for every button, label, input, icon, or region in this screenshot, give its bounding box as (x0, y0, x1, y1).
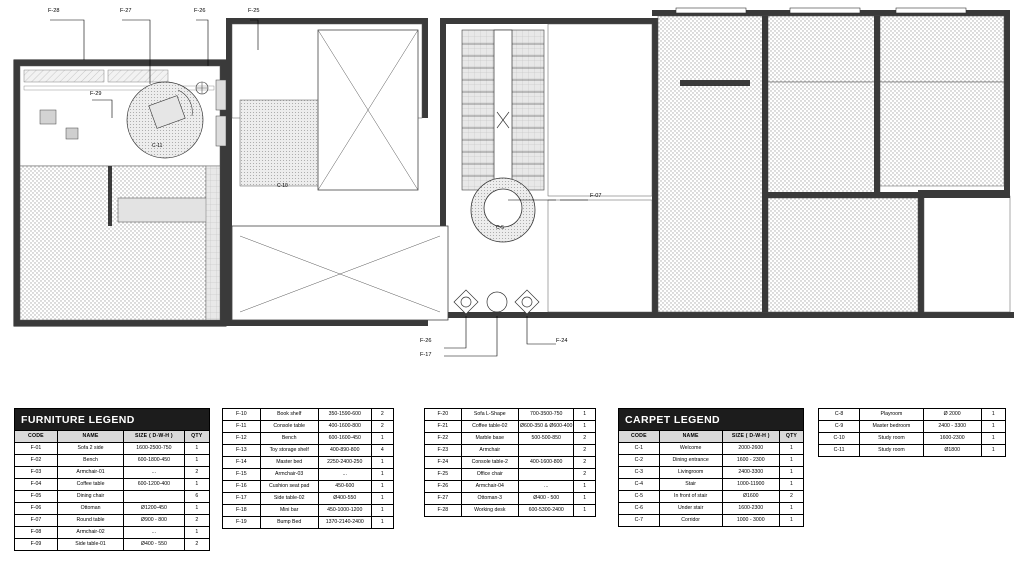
table-row (819, 433, 1006, 445)
carpet2-cell: Playroom (860, 409, 924, 421)
leader-label-f28: F-28 (48, 8, 60, 14)
table-row (223, 433, 394, 445)
furniture3-cell: F-21 (425, 421, 462, 433)
furniture3-cell: 500-500-850 (518, 433, 574, 445)
furniture2-cell: 450-600 (318, 481, 371, 493)
furniture-cell: 1 (184, 527, 209, 539)
furniture3-cell: F-26 (425, 481, 462, 493)
furniture2-cell: 350-1590-600 (318, 409, 371, 421)
furniture3-cell: 2 (574, 457, 596, 469)
carpet-cell: 2400-3300 (722, 467, 779, 479)
furniture3-cell: 2 (574, 433, 596, 445)
furniture-cell: 600-1200-400 (124, 479, 184, 491)
furniture2-cell: 1370-2140-2400 (318, 517, 371, 529)
leader-label-f26-b: F-26 (420, 338, 432, 344)
left-rooms (20, 66, 220, 320)
furniture-cell: Side table-01 (57, 539, 123, 551)
table-row (223, 421, 394, 433)
furniture-cell: 1 (184, 443, 209, 455)
carpet-cell: 2 (779, 491, 803, 503)
furniture2-cell: 2250-2400-250 (318, 457, 371, 469)
carpet-header-cell: NAME (659, 431, 722, 443)
table-row (223, 493, 394, 505)
furniture-cell: F-01 (15, 443, 58, 455)
carpet-cell: C-1 (619, 443, 660, 455)
furniture3-cell: F-23 (425, 445, 462, 457)
furniture3-cell: Armchair (461, 445, 518, 457)
carpet2-cell: 1 (981, 409, 1005, 421)
leader-label-f25: F-25 (248, 8, 260, 14)
furniture2-cell: Book shelf (260, 409, 318, 421)
furniture2-cell: Cushion seat pad (260, 481, 318, 493)
table-row (425, 457, 596, 469)
furniture-cell: 1 (184, 503, 209, 515)
furniture2-cell: Armchair-03 (260, 469, 318, 481)
furniture-cell: 2 (184, 539, 209, 551)
carpet2-cell: C-11 (819, 445, 860, 457)
carpet-cell: 1000 - 3000 (722, 515, 779, 527)
table-row (819, 409, 1006, 421)
furniture2-cell: 1 (371, 433, 393, 445)
carpet-header-cell: SIZE ( D-W-H ) (722, 431, 779, 443)
carpet-header-cell: QTY (779, 431, 803, 443)
furniture2-cell: 600-1600-450 (318, 433, 371, 445)
table-row (425, 445, 596, 457)
furniture2-cell: F-15 (223, 469, 261, 481)
furniture2-cell: Mini bar (260, 505, 318, 517)
furniture2-cell: Bump Bed (260, 517, 318, 529)
furniture3-cell: F-22 (425, 433, 462, 445)
furniture-cell: 1 (184, 479, 209, 491)
table-row (15, 503, 210, 515)
furniture2-cell: F-10 (223, 409, 261, 421)
carpet2-cell: 1 (981, 445, 1005, 457)
table-row (223, 409, 394, 421)
carpet-cell: 1600 - 2300 (722, 455, 779, 467)
carpet-cell: C-7 (619, 515, 660, 527)
carpet-cell: C-4 (619, 479, 660, 491)
leader-label-f17: F-17 (420, 352, 432, 358)
furniture-cell: Round table (57, 515, 123, 527)
table-row (619, 503, 804, 515)
furniture3-cell: 400-1600-800 (518, 457, 574, 469)
table-row (425, 409, 596, 421)
furniture2-cell: 2 (371, 409, 393, 421)
furniture-cell: ... (124, 527, 184, 539)
leader-label-f07: F-07 (590, 193, 602, 199)
table-row (425, 469, 596, 481)
furniture-cell (124, 491, 184, 503)
furniture2-cell: 400-890-800 (318, 445, 371, 457)
furniture3-cell: 2 (574, 469, 596, 481)
carpet-cell: C-3 (619, 467, 660, 479)
furniture-cell: Dining chair (57, 491, 123, 503)
furniture2-cell: 1 (371, 493, 393, 505)
furniture-cell: Sofa 2 side (57, 443, 123, 455)
table-row (425, 481, 596, 493)
carpet-cell: Welcome (659, 443, 722, 455)
furniture2-cell: F-16 (223, 481, 261, 493)
furniture3-cell: Ø600-350 & Ø600-400 (518, 421, 574, 433)
carpet-cell: Under stair (659, 503, 722, 515)
furniture3-cell: 1 (574, 421, 596, 433)
carpet2-cell: C-9 (819, 421, 860, 433)
furniture2-cell: Console table (260, 421, 318, 433)
furniture-cell: F-03 (15, 467, 58, 479)
furniture-header-cell: CODE (15, 431, 58, 443)
carpet2-cell: Master bedroom (860, 421, 924, 433)
furniture3-cell: Office chair (461, 469, 518, 481)
carpet-legend-table (618, 408, 804, 527)
table-row (425, 433, 596, 445)
furniture2-cell: Master bed (260, 457, 318, 469)
furniture3-cell: 1 (574, 409, 596, 421)
furniture-cell: F-06 (15, 503, 58, 515)
furniture-cell: F-09 (15, 539, 58, 551)
carpet-tag-c10: C-10 (277, 183, 288, 189)
furniture2-cell: Side table-02 (260, 493, 318, 505)
carpet-cell: 1 (779, 467, 803, 479)
table-row (819, 421, 1006, 433)
table-row (819, 445, 1006, 457)
furniture-cell: 1600-2500-750 (124, 443, 184, 455)
furniture-cell: Ø400 - 550 (124, 539, 184, 551)
table-row (619, 515, 804, 527)
furniture-legend-table-3 (424, 408, 596, 517)
furniture2-cell: Toy storage shelf (260, 445, 318, 457)
carpet-cell: 1 (779, 479, 803, 491)
furniture3-cell: Marble base (461, 433, 518, 445)
carpet2-cell: 1 (981, 433, 1005, 445)
furniture3-cell: ... (518, 481, 574, 493)
furniture3-cell: Console table-2 (461, 457, 518, 469)
furniture2-cell: 400-1600-800 (318, 421, 371, 433)
table-row (619, 443, 804, 455)
carpet-cell: C-5 (619, 491, 660, 503)
furniture-cell: 2 (184, 515, 209, 527)
furniture2-cell: 1 (371, 457, 393, 469)
carpet-cell: Corridor (659, 515, 722, 527)
table-row (223, 481, 394, 493)
furniture-cell: Bench (57, 455, 123, 467)
furniture2-cell: F-17 (223, 493, 261, 505)
stair-core (454, 24, 652, 314)
furniture-cell: Ø900 - 800 (124, 515, 184, 527)
furniture-cell: 1 (184, 455, 209, 467)
carpet-cell: 1 (779, 515, 803, 527)
carpet-header-cell: CODE (619, 431, 660, 443)
carpet-cell: C-6 (619, 503, 660, 515)
furniture2-cell: 1 (371, 517, 393, 529)
table-row (223, 517, 394, 529)
carpet2-cell: 2400 - 3300 (923, 421, 981, 433)
table-row (15, 491, 210, 503)
furniture3-cell (518, 445, 574, 457)
table-row (619, 479, 804, 491)
table-row (425, 505, 596, 517)
table-row (425, 493, 596, 505)
furniture3-cell: F-25 (425, 469, 462, 481)
furniture2-cell: F-13 (223, 445, 261, 457)
table-row (15, 515, 210, 527)
furniture-cell: 6 (184, 491, 209, 503)
furniture-cell: Armchair-01 (57, 467, 123, 479)
table-row (619, 455, 804, 467)
table-row (15, 539, 210, 551)
furniture2-cell: 1 (371, 505, 393, 517)
furniture2-cell: F-18 (223, 505, 261, 517)
carpet2-cell: Ø1800 (923, 445, 981, 457)
furniture-cell: Ottoman (57, 503, 123, 515)
carpet-cell: 2000-2600 (722, 443, 779, 455)
furniture2-cell: F-14 (223, 457, 261, 469)
furniture3-cell: F-28 (425, 505, 462, 517)
carpet-cell: 1 (779, 455, 803, 467)
furniture3-cell: Armchair-04 (461, 481, 518, 493)
carpet-cell: 1 (779, 443, 803, 455)
furniture3-cell: F-20 (425, 409, 462, 421)
table-row (223, 505, 394, 517)
furniture-legend-table-2 (222, 408, 394, 529)
table-row (223, 457, 394, 469)
carpet-header-row (619, 431, 804, 443)
leader-label-f29: F-29 (90, 91, 102, 97)
carpet-cell: Ø1600 (722, 491, 779, 503)
furniture-header-row (15, 431, 210, 443)
right-rooms (658, 8, 1010, 312)
furniture2-cell: ... (318, 469, 371, 481)
carpet-cell: C-2 (619, 455, 660, 467)
carpet-tag-c11: C-11 (152, 143, 163, 149)
furniture2-cell: Ø400-550 (318, 493, 371, 505)
furniture3-cell: 600-5300-2400 (518, 505, 574, 517)
furniture-legend-title: FURNITURE LEGEND (14, 408, 210, 430)
carpet2-cell: 1600-2300 (923, 433, 981, 445)
furniture-header-cell: SIZE ( D-W-H ) (124, 431, 184, 443)
furniture2-cell: 1 (371, 481, 393, 493)
furniture-cell: Coffee table (57, 479, 123, 491)
furniture3-cell: Ø400 - 500 (518, 493, 574, 505)
furniture-cell: Armchair-02 (57, 527, 123, 539)
carpet2-cell: 1 (981, 421, 1005, 433)
furniture-legend-table (14, 408, 210, 551)
carpet-cell: Livingroom (659, 467, 722, 479)
furniture3-cell: Ottoman-3 (461, 493, 518, 505)
furniture-cell: F-02 (15, 455, 58, 467)
furniture2-cell: F-19 (223, 517, 261, 529)
furniture3-cell: 2 (574, 445, 596, 457)
furniture3-cell: F-24 (425, 457, 462, 469)
carpet-cell: 1 (779, 503, 803, 515)
table-row (223, 445, 394, 457)
carpet-cell: In front of stair (659, 491, 722, 503)
table-row (619, 467, 804, 479)
furniture-cell: 600-1800-450 (124, 455, 184, 467)
table-row (223, 469, 394, 481)
table-row (15, 479, 210, 491)
furniture3-cell: Working desk (461, 505, 518, 517)
table-row (15, 527, 210, 539)
furniture-cell: F-04 (15, 479, 58, 491)
furniture-cell: F-08 (15, 527, 58, 539)
carpet2-cell: Ø 2000 (923, 409, 981, 421)
furniture2-cell: 1 (371, 469, 393, 481)
furniture-cell: 2 (184, 467, 209, 479)
furniture-cell: Ø1200-450 (124, 503, 184, 515)
furniture3-cell: 1 (574, 505, 596, 517)
middle-rooms (216, 24, 448, 320)
carpet-tag-c5: C-5 (496, 225, 505, 231)
furniture2-cell: F-11 (223, 421, 261, 433)
carpet2-cell: C-10 (819, 433, 860, 445)
furniture-header-cell: NAME (57, 431, 123, 443)
table-row (15, 443, 210, 455)
furniture2-cell: 2 (371, 421, 393, 433)
carpet-cell: 1000-11900 (722, 479, 779, 491)
carpet-cell: 1600-2300 (722, 503, 779, 515)
carpet2-cell: Study room (860, 433, 924, 445)
carpet-cell: Dining entrance (659, 455, 722, 467)
leader-label-f27: F-27 (120, 8, 132, 14)
leader-label-f24: F-24 (556, 338, 568, 344)
furniture2-cell: 450-1000-1200 (318, 505, 371, 517)
furniture2-cell: 4 (371, 445, 393, 457)
furniture2-cell: Bench (260, 433, 318, 445)
table-row (15, 467, 210, 479)
carpet-legend-table-2 (818, 408, 1006, 457)
furniture3-cell: Sofa L-Shape (461, 409, 518, 421)
furniture3-cell: Coffee table-02 (461, 421, 518, 433)
carpet2-cell: C-8 (819, 409, 860, 421)
table-row (425, 421, 596, 433)
furniture-cell: F-05 (15, 491, 58, 503)
leader-label-f26: F-26 (194, 8, 206, 14)
furniture3-cell: 700-3500-750 (518, 409, 574, 421)
carpet-legend-title: CARPET LEGEND (618, 408, 804, 430)
furniture3-cell: F-27 (425, 493, 462, 505)
table-row (619, 491, 804, 503)
furniture3-cell (518, 469, 574, 481)
table-row (15, 455, 210, 467)
carpet2-cell: Study room (860, 445, 924, 457)
carpet-cell: Stair (659, 479, 722, 491)
furniture3-cell: 1 (574, 481, 596, 493)
furniture-header-cell: QTY (184, 431, 209, 443)
furniture3-cell: 1 (574, 493, 596, 505)
furniture-cell: ... (124, 467, 184, 479)
furniture-cell: F-07 (15, 515, 58, 527)
furniture2-cell: F-12 (223, 433, 261, 445)
